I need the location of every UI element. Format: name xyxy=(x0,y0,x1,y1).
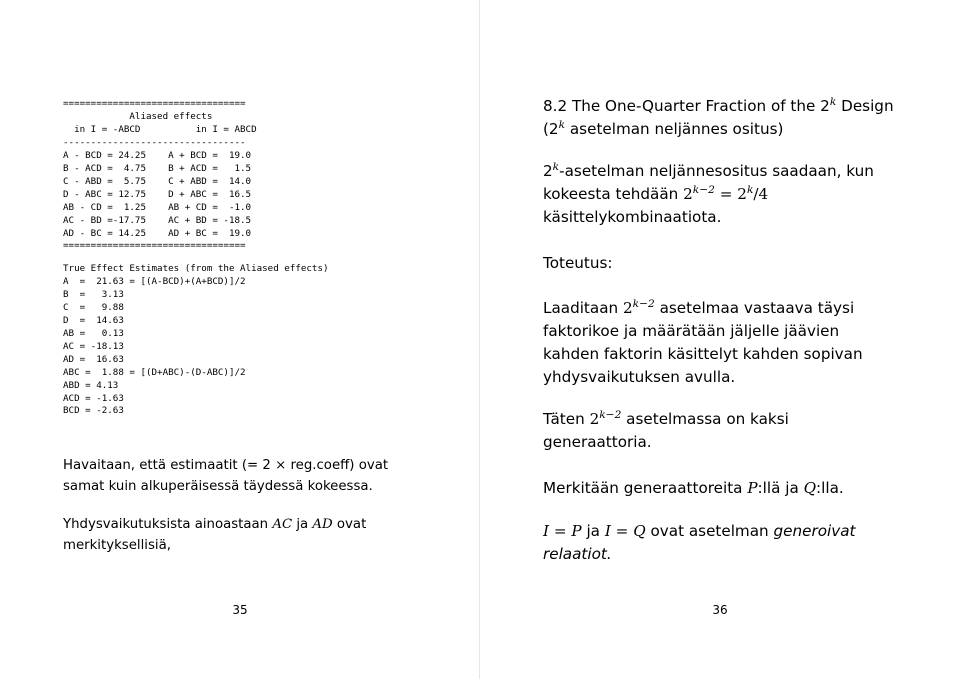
relations-ja: ja xyxy=(581,522,605,540)
page-number-left: 35 xyxy=(232,603,248,617)
heading-text-2: Design (2 xyxy=(543,97,894,138)
implementation-base: 2 xyxy=(622,299,633,317)
eq-base-1: 2 xyxy=(683,185,693,203)
estimates-note xyxy=(63,455,433,497)
implementation-exponent: k−2 xyxy=(632,297,655,311)
math-q: Q xyxy=(803,479,817,497)
eq-exponent-2: k xyxy=(746,183,754,197)
math-p: P xyxy=(747,479,758,497)
eq-base-2: 2 xyxy=(737,185,747,203)
relations-text: ovat asetelman xyxy=(645,522,774,540)
generators-count-text-1: Täten xyxy=(543,410,590,428)
intro-exponent: k xyxy=(552,160,560,174)
aliased-effects-table: ================================= Aliased effects in I = -ABCD in I = ABCD --------------------------------- A - BCD = 24.25 A + BCD = 19.0 B - ACD = 4.75 B + ACD = 1.5 C - ABD = 5.75 C + ABD = 14.0 D - ABC = 12.75 D + ABC = 16.5 AB - CD = 1.25 AB + CD = -1.0 AC - BD =-17.75 AC + BD = -18.5 AD - BC = 14.25 AD + BC = 19.0 ================================= xyxy=(63,98,257,252)
heading-text-3: asetelman neljännes ositus) xyxy=(565,120,784,138)
times-symbol: × xyxy=(275,458,287,473)
generators-count-text-2: asetelmassa on kaksi generaattoria. xyxy=(543,410,789,451)
interactions-note-text-1: Yhdysvaikutuksista ainoastaan xyxy=(63,517,273,532)
intro-text-1: -asetelman neljännesositus saadaan, kun kokeesta tehdään xyxy=(543,162,874,203)
section-heading xyxy=(543,95,898,141)
implementation-text-1: Laaditaan xyxy=(543,299,623,317)
eq-divisor: /4 xyxy=(753,185,769,203)
implementation-text-2: asetelmaa vastaava täysi faktorikoe ja määrätään jäljelle jäävien kahden faktorin käsittelyt kahden sopivan yhdysvaikutuksen avulla. xyxy=(543,299,863,386)
interactions-note-text-3: ovat merkityksellisiä, xyxy=(63,517,367,553)
math-i-1: I xyxy=(543,522,549,540)
heading-exponent-2: k xyxy=(558,118,566,132)
generators-count-exponent: k−2 xyxy=(599,408,622,422)
math-i-2: I xyxy=(604,522,611,540)
interactions-note xyxy=(63,514,433,556)
intro-base: 2 xyxy=(543,162,553,180)
relations-emphasis: generoivat relaatiot. xyxy=(543,522,856,563)
eq-sign: = xyxy=(714,185,738,203)
eq-exponent-1: k−2 xyxy=(692,183,715,197)
implementation-paragraph xyxy=(543,297,898,389)
equals-2: = xyxy=(610,522,634,540)
math-q-relation: Q xyxy=(633,522,646,540)
intro-paragraph xyxy=(543,160,898,229)
estimates-note-text-1: Havaitaan, että estimaatit (= 2 xyxy=(63,458,276,473)
implementation-label: Toteutus: xyxy=(543,254,613,272)
generators-count-paragraph xyxy=(543,408,898,454)
page-number-right: 36 xyxy=(712,603,728,617)
notation-text-2: :llä ja xyxy=(757,479,804,497)
intro-text-2: käsittelykombinaatiota. xyxy=(543,208,722,226)
relations-paragraph xyxy=(543,520,898,566)
heading-text-1: 8.2 The One-Quarter Fraction of the 2 xyxy=(543,97,830,115)
true-effect-estimates: True Effect Estimates (from the Aliased effects) A = 21.63 = [(A-BCD)+(A+BCD)]/2 B = 3.13 C = 9.88 D = 14.63 AB = 0.13 AC = -18.13 AD = 16.63 ABC = 1.88 = [(D+ABC)-(D-ABC)]/2 ABD = 4.13 ACD = -1.63 BCD = -2.63 xyxy=(63,263,329,417)
equals-1: = xyxy=(549,522,572,540)
notation-text-3: :lla. xyxy=(816,479,844,497)
estimates-note-text-2: reg.coeff) ovat samat kuin alkuperäisessä täydessä kokeessa. xyxy=(63,458,389,494)
right-page xyxy=(480,0,960,679)
generators-notation-paragraph xyxy=(543,477,898,500)
notation-text-1: Merkitään generaattoreita xyxy=(543,479,748,497)
interactions-note-text-2: ja xyxy=(292,517,313,532)
math-p-relation: P xyxy=(571,522,582,540)
math-ad: AD xyxy=(312,517,333,532)
math-ac: AC xyxy=(272,517,293,532)
generators-count-base: 2 xyxy=(589,410,600,428)
heading-exponent-1: k xyxy=(829,95,837,109)
